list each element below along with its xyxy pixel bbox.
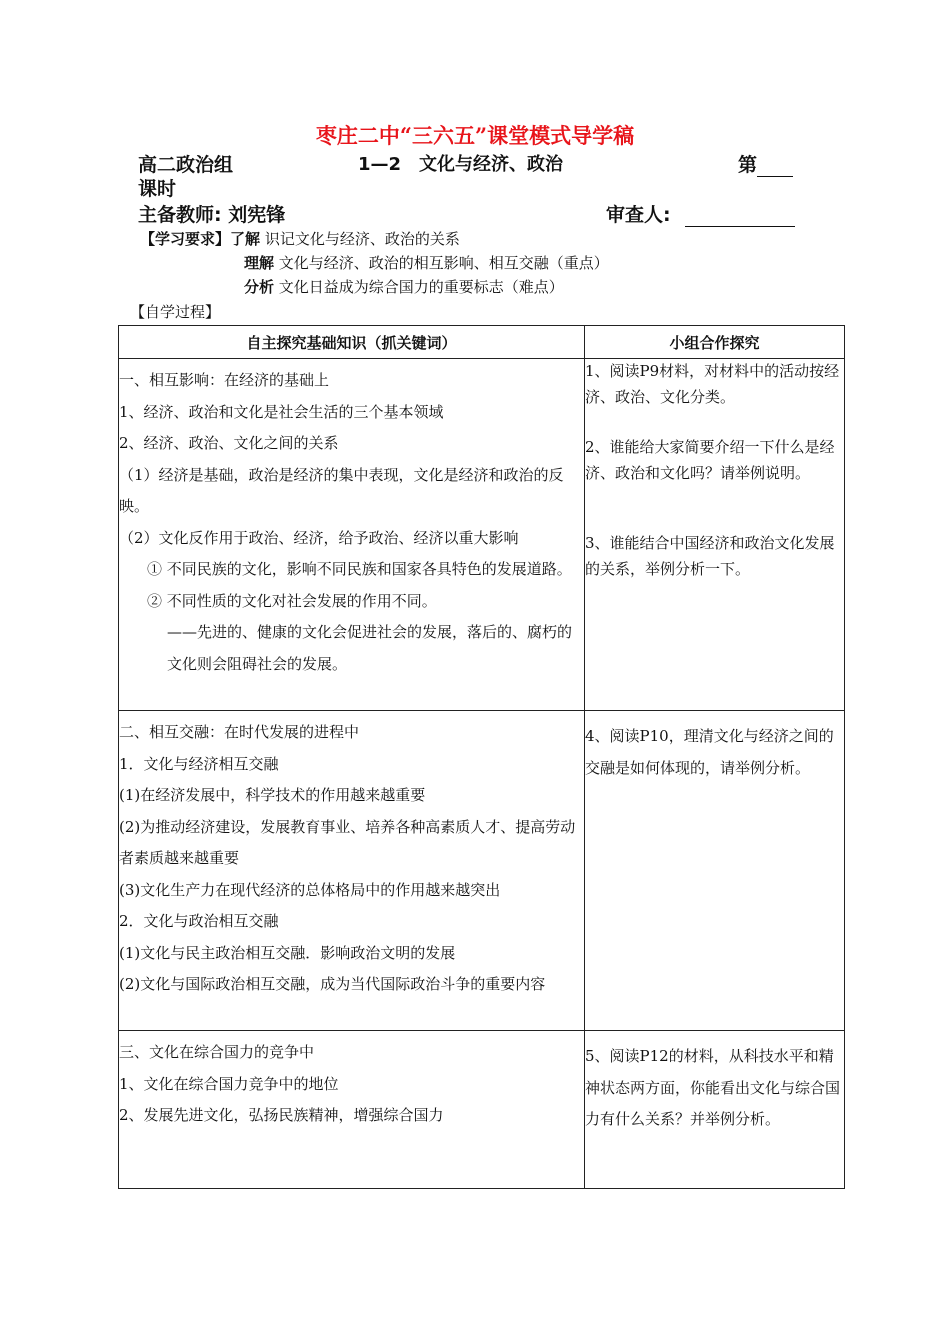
group-task-cell bbox=[585, 1031, 845, 1189]
group-task: 1、阅读P9材料，对材料中的活动按经济、政治、文化分类。 bbox=[585, 362, 840, 406]
knowledge-cell bbox=[119, 359, 585, 711]
group-task: 2、谁能给大家简要介绍一下什么是经济、政治和文化吗？请举例说明。 bbox=[585, 438, 835, 482]
knowledge-line: 1、经济、政治和文化是社会生活的三个基本领域 bbox=[119, 402, 444, 421]
lesson-title: 1—2 文化与经济、政治 bbox=[358, 154, 564, 175]
knowledge-line: (2)文化与国际政治相互交融，成为当代国际政治斗争的重要内容 bbox=[119, 975, 546, 993]
group-task-cell bbox=[585, 359, 845, 711]
teacher-name: 刘宪锋 bbox=[228, 204, 286, 226]
knowledge-line: ——先进的、健康的文化会促进社会的发展，落后的、腐朽的文化则会阻碍社会的发展。 bbox=[167, 623, 573, 673]
group-task-cell bbox=[585, 711, 845, 1031]
reviewer-blank bbox=[685, 208, 795, 227]
period-prefix bbox=[738, 150, 793, 177]
knowledge-cell bbox=[119, 1031, 585, 1189]
requirement-text: 识记文化与经济、政治的关系 bbox=[264, 230, 460, 248]
knowledge-line: 1、文化在综合国力竞争中的地位 bbox=[119, 1074, 339, 1093]
group-task: 5、阅读P12的材料，从科技水平和精神状态两方面，你能看出文化与综合国力有什么关系？并举例分析。 bbox=[585, 1047, 841, 1128]
requirement-2 bbox=[244, 252, 609, 273]
table-row bbox=[119, 711, 845, 1031]
requirement-text: 文化与经济、政治的相互影响、相互交融（重点） bbox=[278, 254, 609, 272]
requirement-level: 了解 bbox=[230, 230, 261, 248]
knowledge-line: ② 不同性质的文化对社会发展的作用不同。 bbox=[147, 591, 437, 610]
table-header-row bbox=[119, 326, 845, 359]
knowledge-line: 1．文化与经济相互交融 bbox=[119, 754, 279, 773]
period-suffix: 课时 bbox=[138, 178, 177, 200]
group-task: 4、阅读P10，理清文化与经济之间的交融是如何体现的，请举例分析。 bbox=[585, 727, 834, 777]
knowledge-line: (1)在经济发展中，科学技术的作用越来越重要 bbox=[119, 786, 426, 804]
group-task: 3、谁能结合中国经济和政治文化发展的关系，举例分析一下。 bbox=[585, 534, 835, 578]
knowledge-line: 2、发展先进文化，弘扬民族精神，增强综合国力 bbox=[119, 1106, 444, 1124]
knowledge-cell bbox=[119, 711, 585, 1031]
teacher-line bbox=[138, 200, 285, 227]
column-header-self-study: 自主探究基础知识（抓关键词） bbox=[119, 326, 585, 359]
requirement-level: 理解 bbox=[244, 254, 275, 272]
self-study-label: 【自学过程】 bbox=[130, 303, 221, 321]
knowledge-line: 一、相互影响：在经济的基础上 bbox=[119, 371, 330, 389]
knowledge-line: ① 不同民族的文化，影响不同民族和国家各具特色的发展道路。 bbox=[147, 560, 572, 578]
spacer bbox=[585, 410, 844, 435]
requirement-text: 文化日益成为综合国力的重要标志（难点） bbox=[278, 278, 564, 296]
requirement-3 bbox=[244, 276, 564, 297]
knowledge-line: 二、相互交融：在时代发展的进程中 bbox=[119, 723, 360, 741]
knowledge-line: 三、文化在综合国力的竞争中 bbox=[119, 1043, 315, 1061]
period-blank bbox=[757, 158, 793, 177]
knowledge-line: (2)为推动经济建设，发展教育事业、培养各种高素质人才、提高劳动者素质越来越重要 bbox=[119, 817, 576, 867]
knowledge-line: 2．文化与政治相互交融 bbox=[119, 912, 279, 930]
study-table bbox=[118, 325, 845, 1189]
period-prefix-text: 第 bbox=[738, 154, 758, 176]
knowledge-line: 2、经济、政治、文化之间的关系 bbox=[119, 434, 339, 452]
knowledge-line: (1)文化与民主政治相互交融．影响政治文明的发展 bbox=[119, 943, 456, 962]
reviewer-line bbox=[606, 200, 795, 227]
requirement-1 bbox=[140, 228, 460, 249]
teacher-label: 主备教师: bbox=[138, 204, 222, 226]
requirements-label: 【学习要求】 bbox=[140, 230, 231, 248]
knowledge-line: （2）文化反作用于政治、经济，给予政治、经济以重大影响 bbox=[119, 528, 519, 547]
knowledge-line: (3)文化生产力在现代经济的总体格局中的作用越来越突出 bbox=[119, 880, 501, 899]
group-name: 高二政治组 bbox=[138, 154, 234, 176]
reviewer-label: 审查人: bbox=[606, 204, 671, 226]
requirement-level: 分析 bbox=[244, 278, 275, 296]
spacer bbox=[585, 486, 844, 531]
table-row bbox=[119, 1031, 845, 1189]
column-header-group-work: 小组合作探究 bbox=[585, 326, 845, 359]
table-row bbox=[119, 359, 845, 711]
knowledge-line: （1）经济是基础，政治是经济的集中表现，文化是经济和政治的反映。 bbox=[119, 465, 564, 515]
document-title: 枣庄二中“三六五”课堂模式导学稿 bbox=[315, 123, 635, 148]
